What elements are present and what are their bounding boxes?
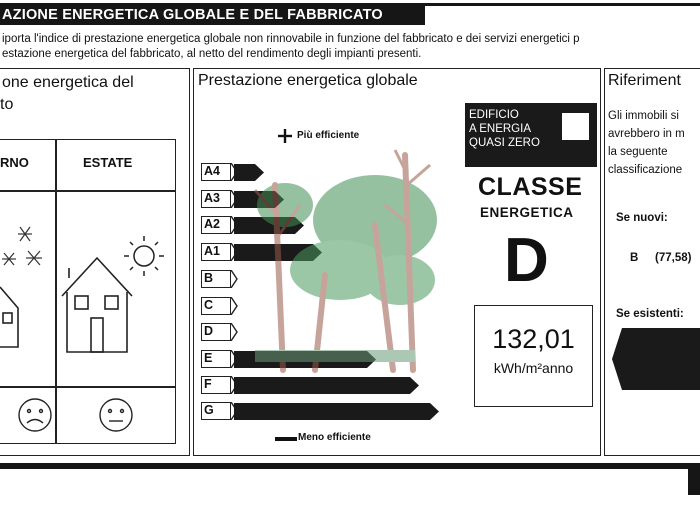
nzeb-line-1: EDIFICIO xyxy=(469,109,519,121)
energy-value-box xyxy=(474,305,593,407)
nzeb-checkbox xyxy=(562,113,589,140)
mid-panel-title: Prestazione energetica globale xyxy=(198,72,418,89)
left-panel-title-line2: to xyxy=(0,96,14,113)
existing-class-arrow xyxy=(612,328,700,390)
ref-text-3: la seguente xyxy=(608,146,668,158)
classe-label: CLASSE xyxy=(478,173,583,201)
energy-class-label: B xyxy=(201,270,231,288)
energy-class-label: A3 xyxy=(201,190,231,208)
intro-line-2: estazione energetica del fabbricato, al netto del rendimento degli impianti presenti. xyxy=(2,48,422,60)
energy-class-label: C xyxy=(201,297,231,315)
energy-class-label: F xyxy=(201,376,231,394)
energy-class-pointer xyxy=(231,323,238,341)
energy-class-label: D xyxy=(201,323,231,341)
energy-class-label: G xyxy=(201,402,231,420)
bottom-rule xyxy=(0,463,700,469)
energy-class-label: A4 xyxy=(201,163,231,181)
bottom-corner-block xyxy=(688,469,700,495)
energy-unit: kWh/m²anno xyxy=(493,360,574,376)
less-efficient-label: Meno efficiente xyxy=(298,432,371,443)
nzeb-indicator xyxy=(465,103,597,167)
energy-class-pointer xyxy=(231,270,238,288)
existing-buildings-label: Se esistenti: xyxy=(616,308,684,320)
new-buildings-class: B xyxy=(630,252,639,264)
season-header-rule xyxy=(0,190,176,192)
season-footer-rule xyxy=(0,386,176,388)
intro-line-1: iporta l'indice di prestazione energetica globale non rinnovabile in funzione del fabbricato e dei servizi energetici p xyxy=(2,33,580,45)
energy-class-label: A1 xyxy=(201,243,231,261)
snowflake-icon xyxy=(2,227,42,265)
minus-icon xyxy=(275,436,297,442)
header-rule xyxy=(425,3,700,6)
energy-class-label: A2 xyxy=(201,216,231,234)
intro-text xyxy=(2,32,697,62)
summer-house-icon xyxy=(57,228,177,358)
section-title: AZIONE ENERGETICA GLOBALE E DEL FABBRICATO xyxy=(2,7,383,23)
left-panel-title-line1: one energetica del xyxy=(2,74,134,91)
section-header-bar xyxy=(0,3,425,25)
neutral-face-icon xyxy=(97,396,137,434)
energy-value: 132,01 xyxy=(492,324,575,354)
nzeb-line-3: QUASI ZERO xyxy=(469,137,540,149)
summer-label: ESTATE xyxy=(83,155,133,170)
energetica-label: ENERGETICA xyxy=(480,205,574,220)
energy-class-bar xyxy=(234,403,439,420)
sun-icon xyxy=(124,236,164,276)
ref-text-2: avrebbero in m xyxy=(608,128,685,140)
winter-label: RNO xyxy=(0,155,29,170)
energy-class-pointer xyxy=(231,297,238,315)
energy-class-value: D xyxy=(504,226,549,295)
ref-text-4: classificazione xyxy=(608,164,683,176)
ref-text-1: Gli immobili si xyxy=(608,110,679,122)
winter-house-icon xyxy=(0,215,55,360)
nzeb-line-2: A ENERGIA xyxy=(469,123,531,135)
new-buildings-value: (77,58) xyxy=(655,252,692,264)
sad-face-icon xyxy=(16,396,56,434)
more-efficient-label: Più efficiente xyxy=(297,130,360,141)
energy-class-label: E xyxy=(201,350,231,368)
tree-watermark-image xyxy=(245,145,445,380)
plus-icon xyxy=(277,128,293,144)
new-buildings-label: Se nuovi: xyxy=(616,212,668,224)
right-panel-title: Riferiment xyxy=(608,72,681,89)
